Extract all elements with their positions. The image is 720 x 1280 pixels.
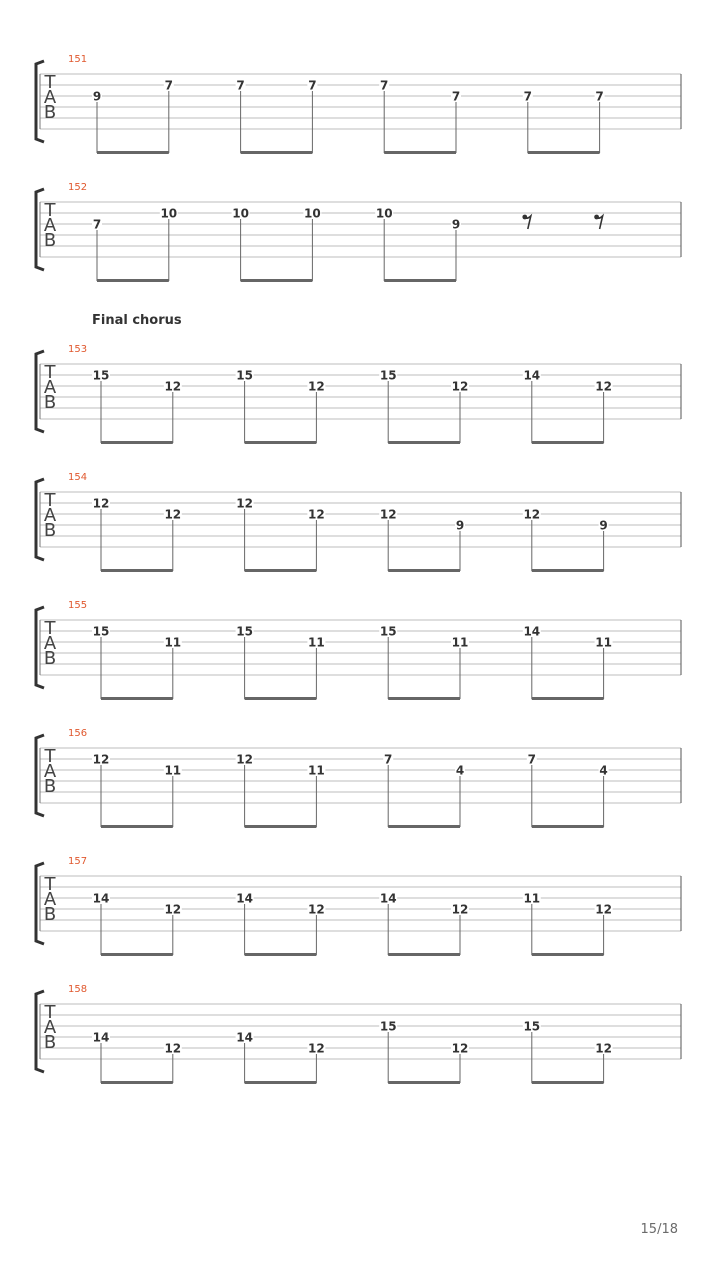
fret-number: 7 [236,78,245,93]
fret-number: 12 [451,1041,469,1056]
fret-number: 4 [599,763,608,778]
fret-number: 15 [379,1019,397,1034]
note-beam [388,441,460,444]
fret-number: 12 [451,379,469,394]
fret-number: 9 [451,217,461,232]
fret-number: 11 [523,891,541,906]
note-beam [101,1081,173,1084]
fret-number: 12 [164,902,182,917]
fret-number: 7 [384,752,393,767]
measure-number: 152 [68,182,88,193]
fret-number: 12 [164,507,182,522]
tab-clef-letter: B [43,102,57,123]
fret-number: 7 [164,78,173,93]
fret-number: 10 [232,206,249,221]
note-beam [532,569,604,572]
note-beam [532,825,604,828]
fret-number: 14 [523,624,541,639]
fret-number: 11 [451,635,469,650]
section-label: Final chorus [92,313,182,328]
tab-clef-letter: T [44,200,56,221]
note-beam [532,697,604,700]
fret-number: 14 [92,891,110,906]
tab-clef-letter: T [44,1002,56,1023]
note-beam [101,953,173,956]
rest-flag [525,216,531,229]
fret-number: 12 [164,379,182,394]
measure-number: 155 [68,600,88,611]
note-beam [245,1081,317,1084]
tab-system [36,984,681,1084]
fret-number: 12 [379,507,397,522]
fret-number: 11 [164,635,182,650]
note-beam [532,441,604,444]
fret-number: 10 [304,206,321,221]
note-beam [101,569,173,572]
fret-number: 15 [379,368,397,383]
fret-number: 9 [92,89,102,104]
fret-number: 14 [523,368,541,383]
tab-clef-letter: A [43,761,57,782]
tab-clef-letter: B [43,392,57,413]
note-beam [532,953,604,956]
fret-number: 9 [455,518,465,533]
note-beam [388,1081,460,1084]
note-beam [384,279,456,282]
tab-clef-letter: A [43,633,57,654]
note-beam [245,697,317,700]
tab-clef-letter: T [44,490,56,511]
fret-number: 12 [308,379,325,394]
note-beam [528,151,600,154]
note-beam [97,151,169,154]
fret-number: 15 [236,624,253,639]
tab-system [36,182,681,282]
measure-number: 153 [68,344,88,355]
tab-system [36,54,681,154]
tab-clef-letter: T [44,362,56,383]
tab-clef-letter: B [43,1032,57,1053]
measure-number: 154 [68,472,88,483]
eighth-rest-icon [594,215,602,229]
measure-number: 158 [68,984,88,995]
fret-number: 7 [527,752,536,767]
note-beam [245,825,317,828]
fret-number: 7 [451,89,461,104]
tab-clef-letter: B [43,230,57,251]
note-beam [245,569,317,572]
fret-number: 15 [523,1019,541,1034]
fret-number: 12 [236,496,253,511]
fret-number: 12 [92,752,110,767]
note-beam [532,1081,604,1084]
fret-number: 12 [236,752,253,767]
fret-number: 7 [523,89,532,104]
tab-clef-letter: B [43,776,57,797]
note-beam [101,697,173,700]
fret-number: 12 [595,902,612,917]
fret-number: 14 [379,891,397,906]
fret-number: 12 [595,1041,612,1056]
tab-clef-letter: A [43,87,57,108]
tab-clef-letter: A [43,505,57,526]
fret-number: 11 [308,635,325,650]
fret-number: 14 [92,1030,110,1045]
tab-clef-letter: T [44,72,56,93]
tab-clef-letter: T [44,746,56,767]
note-beam [241,279,313,282]
tab-system [36,856,681,956]
tab-clef-letter: T [44,618,56,639]
fret-number: 15 [92,624,110,639]
note-beam [101,825,173,828]
fret-number: 12 [164,1041,182,1056]
fret-number: 7 [308,78,317,93]
fret-number: 12 [308,507,325,522]
fret-number: 12 [451,902,469,917]
fret-number: 15 [379,624,397,639]
note-beam [388,825,460,828]
fret-number: 9 [599,518,608,533]
fret-number: 12 [308,902,325,917]
note-beam [388,569,460,572]
fret-number: 12 [523,507,541,522]
fret-number: 14 [236,1030,253,1045]
note-beam [245,953,317,956]
tab-system [36,344,681,444]
fret-number: 11 [164,763,182,778]
tab-clef-letter: A [43,889,57,910]
tab-clef-letter: A [43,215,57,236]
fret-number: 11 [595,635,612,650]
tab-clef-letter: B [43,520,57,541]
fret-number: 11 [308,763,325,778]
eighth-rest-icon [522,215,530,229]
note-beam [97,279,169,282]
fret-number: 12 [595,379,612,394]
fret-number: 15 [92,368,110,383]
page-number: 15/18 [640,1222,678,1237]
fret-number: 7 [380,78,389,93]
note-beam [101,441,173,444]
tab-clef-letter: T [44,874,56,895]
note-beam [245,441,317,444]
measure-number: 151 [68,54,88,65]
note-beam [388,953,460,956]
fret-number: 14 [236,891,253,906]
measure-number: 156 [68,728,88,739]
note-beam [384,151,456,154]
tab-system [36,600,681,700]
tab-clef-letter: B [43,648,57,669]
fret-number: 12 [92,496,110,511]
note-beam [388,697,460,700]
fret-number: 4 [455,763,465,778]
fret-number: 10 [375,206,393,221]
rest-flag [597,216,603,229]
fret-number: 7 [92,217,102,232]
measure-number: 157 [68,856,88,867]
tab-system [36,728,681,828]
tab-clef-letter: B [43,904,57,925]
tab-system [36,472,681,572]
fret-number: 15 [236,368,253,383]
tab-clef-letter: A [43,1017,57,1038]
note-beam [241,151,313,154]
tab-clef-letter: A [43,377,57,398]
fret-number: 12 [308,1041,325,1056]
fret-number: 7 [595,89,604,104]
fret-number: 10 [160,206,178,221]
